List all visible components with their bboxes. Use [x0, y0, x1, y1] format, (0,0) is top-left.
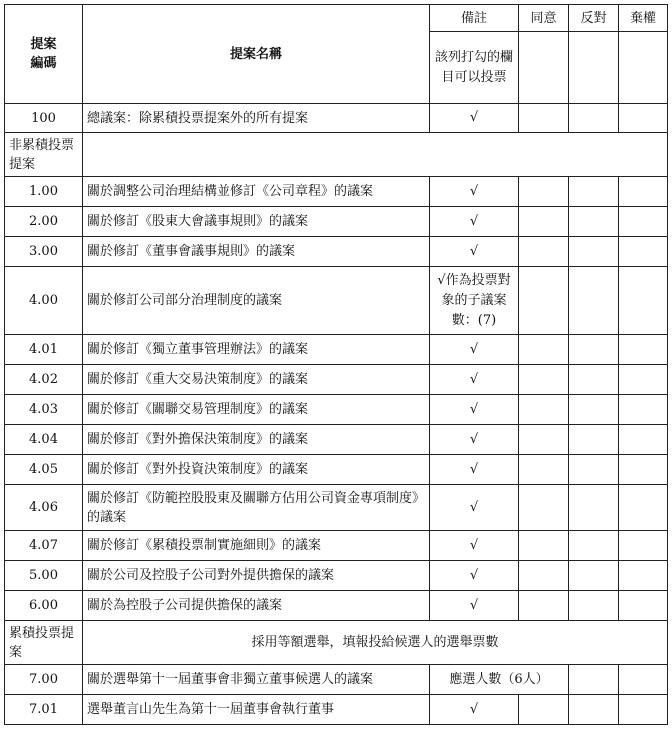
- abstain-cell[interactable]: [619, 455, 668, 485]
- proposal-code: 4.07: [5, 531, 83, 561]
- table-row: [5, 365, 668, 395]
- agree-cell[interactable]: [519, 695, 569, 725]
- section-label: 非累積投票提案: [5, 133, 83, 177]
- proposal-code: 100: [5, 104, 83, 133]
- oppose-cell[interactable]: [569, 695, 619, 725]
- oppose-cell[interactable]: [569, 335, 619, 365]
- vote-mark: √: [430, 335, 519, 365]
- abstain-cell[interactable]: [619, 177, 668, 207]
- agree-cell[interactable]: [519, 335, 569, 365]
- abstain-cell[interactable]: [619, 665, 668, 695]
- proposal-code: 2.00: [5, 207, 83, 237]
- header-note: 備註: [430, 5, 519, 32]
- proposal-code: 4.01: [5, 335, 83, 365]
- header-name: 提案名稱: [83, 5, 430, 104]
- vote-mark: √: [430, 485, 519, 531]
- vote-mark: √: [430, 425, 519, 455]
- table-row: [5, 591, 668, 621]
- oppose-cell[interactable]: [569, 32, 619, 104]
- proposal-code: 4.00: [5, 267, 83, 335]
- abstain-cell[interactable]: [619, 237, 668, 267]
- table-row: [5, 425, 668, 455]
- abstain-cell[interactable]: [619, 32, 668, 104]
- oppose-cell[interactable]: [569, 591, 619, 621]
- agree-cell[interactable]: [519, 365, 569, 395]
- abstain-cell[interactable]: [619, 267, 668, 335]
- proposal-name: 關於修訂《對外擔保決策制度》的議案: [83, 425, 430, 455]
- proposal-name: 關於修訂《累積投票制實施細則》的議案: [83, 531, 430, 561]
- proposal-name: 關於修訂《重大交易決策制度》的議案: [83, 365, 430, 395]
- table-row: [5, 561, 668, 591]
- abstain-cell[interactable]: [619, 591, 668, 621]
- abstain-cell[interactable]: [619, 695, 668, 725]
- header-agree: 同意: [519, 5, 569, 32]
- table-row: [5, 237, 668, 267]
- proposal-name: 關於修訂《防範控股股東及關聯方佔用公司資金專項制度》的議案: [83, 485, 430, 531]
- vote-mark: √: [430, 207, 519, 237]
- agree-cell[interactable]: [519, 531, 569, 561]
- oppose-cell[interactable]: [569, 395, 619, 425]
- agree-cell[interactable]: [519, 104, 569, 133]
- agree-cell[interactable]: [519, 267, 569, 335]
- oppose-cell[interactable]: [569, 485, 619, 531]
- agree-cell[interactable]: [519, 237, 569, 267]
- abstain-cell[interactable]: [619, 104, 668, 133]
- header-abstain: 棄權: [619, 5, 668, 32]
- agree-cell[interactable]: [519, 485, 569, 531]
- proposal-name: 關於選舉第十一屆董事會非獨立董事候選人的議案: [83, 665, 430, 695]
- agree-cell[interactable]: [519, 455, 569, 485]
- proposal-code: 4.03: [5, 395, 83, 425]
- vote-mark: √: [430, 561, 519, 591]
- proposal-code: 4.04: [5, 425, 83, 455]
- proposal-code: 3.00: [5, 237, 83, 267]
- abstain-cell[interactable]: [619, 531, 668, 561]
- proposal-code: 4.06: [5, 485, 83, 531]
- vote-mark: √: [430, 177, 519, 207]
- header-oppose: 反對: [569, 5, 619, 32]
- agree-cell[interactable]: [519, 32, 569, 104]
- table-row: [5, 395, 668, 425]
- oppose-cell[interactable]: [569, 531, 619, 561]
- oppose-cell[interactable]: [569, 561, 619, 591]
- abstain-cell[interactable]: [619, 395, 668, 425]
- abstain-cell[interactable]: [619, 425, 668, 455]
- table-row: [5, 267, 668, 335]
- table-row: [5, 177, 668, 207]
- proposal-name: 關於為控股子公司提供擔保的議案: [83, 591, 430, 621]
- section-label: 累積投票提案: [5, 621, 83, 665]
- vote-mark: √: [430, 395, 519, 425]
- oppose-cell[interactable]: [569, 665, 619, 695]
- proposal-code: 1.00: [5, 177, 83, 207]
- agree-cell[interactable]: [519, 207, 569, 237]
- proposal-name: 選舉董言山先生為第十一屆董事會執行董事: [83, 695, 430, 725]
- table-row: [5, 207, 668, 237]
- oppose-cell[interactable]: [569, 267, 619, 335]
- oppose-cell[interactable]: [569, 425, 619, 455]
- proposal-table: [4, 4, 668, 725]
- oppose-cell[interactable]: [569, 104, 619, 133]
- proposal-name: 總議案：除累積投票提案外的所有提案: [83, 104, 430, 133]
- section-instruction: 採用等額選舉，填報投給候選人的選舉票數: [83, 621, 668, 665]
- proposal-name: 關於修訂《獨立董事管理辦法》的議案: [83, 335, 430, 365]
- abstain-cell[interactable]: [619, 485, 668, 531]
- proposal-code: 4.05: [5, 455, 83, 485]
- table-row: [5, 133, 668, 177]
- table-row: [5, 104, 668, 133]
- oppose-cell[interactable]: [569, 177, 619, 207]
- header-code: 提案 編碼: [5, 5, 83, 104]
- proposal-name: 關於修訂公司部分治理制度的議案: [83, 267, 430, 335]
- agree-cell[interactable]: [519, 561, 569, 591]
- agree-cell[interactable]: [519, 425, 569, 455]
- proposal-name: 關於調整公司治理結構並修訂《公司章程》的議案: [83, 177, 430, 207]
- proposal-code: 7.01: [5, 695, 83, 725]
- vote-mark: √: [430, 365, 519, 395]
- proposal-name: 關於修訂《關聯交易管理制度》的議案: [83, 395, 430, 425]
- oppose-cell[interactable]: [569, 455, 619, 485]
- proposal-code: 4.02: [5, 365, 83, 395]
- oppose-cell[interactable]: [569, 365, 619, 395]
- agree-cell[interactable]: [519, 591, 569, 621]
- agree-cell[interactable]: [519, 395, 569, 425]
- proposal-name: 關於修訂《股東大會議事規則》的議案: [83, 207, 430, 237]
- vote-mark: √: [430, 591, 519, 621]
- table-row: [5, 531, 668, 561]
- abstain-cell[interactable]: [619, 365, 668, 395]
- vote-mark: √: [430, 104, 519, 133]
- vote-mark: √: [430, 531, 519, 561]
- agree-cell[interactable]: [519, 177, 569, 207]
- abstain-cell[interactable]: [619, 335, 668, 365]
- vote-mark: √作為投票對象的子議案數：(7): [430, 267, 519, 335]
- table-row: [5, 455, 668, 485]
- oppose-cell[interactable]: [569, 207, 619, 237]
- proposal-name: 關於修訂《對外投資決策制度》的議案: [83, 455, 430, 485]
- table-row: [5, 695, 668, 725]
- abstain-cell[interactable]: [619, 561, 668, 591]
- section-empty: [83, 133, 668, 177]
- table-row: [5, 621, 668, 665]
- table-row: [5, 335, 668, 365]
- proposal-code: 7.00: [5, 665, 83, 695]
- elected-count: 應選人數（6人）: [430, 665, 569, 695]
- proposal-code: 5.00: [5, 561, 83, 591]
- abstain-cell[interactable]: [619, 207, 668, 237]
- proposal-name: 關於公司及控股子公司對外提供擔保的議案: [83, 561, 430, 591]
- vote-mark: √: [430, 237, 519, 267]
- proposal-code: 6.00: [5, 591, 83, 621]
- vote-mark: √: [430, 695, 519, 725]
- oppose-cell[interactable]: [569, 237, 619, 267]
- proposal-name: 關於修訂《董事會議事規則》的議案: [83, 237, 430, 267]
- table-row: [5, 665, 668, 695]
- header-note-sub: 該列打勾的欄目可以投票: [430, 32, 519, 104]
- vote-mark: √: [430, 455, 519, 485]
- table-row: [5, 485, 668, 531]
